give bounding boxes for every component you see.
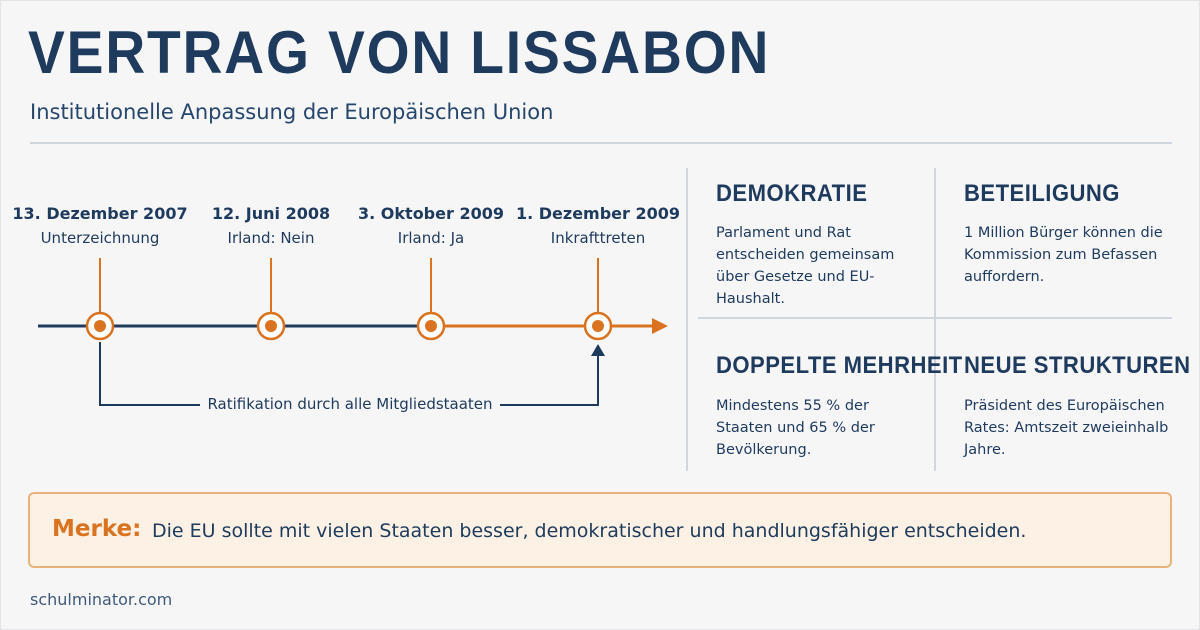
timeline-arrowhead (652, 318, 668, 334)
card-title-doppelte-mehrheit: DOPPELTE MEHRHEIT (716, 352, 963, 379)
event-date: 1. Dezember 2009 (515, 204, 681, 223)
event-label: Irland: Nein (227, 229, 315, 247)
ratification-arrowhead (591, 344, 605, 356)
grid-divider-left (686, 168, 688, 471)
event-label: Irland: Ja (397, 229, 465, 247)
event-marker (418, 313, 444, 339)
card-text-doppelte-mehrheit: Mindestens 55 % der Staaten und 65 % der Bevölkerung. (716, 398, 875, 458)
merke-note-box (28, 492, 1172, 568)
event-date: 12. Juni 2008 (211, 204, 331, 223)
event-label: Unterzeichnung (40, 229, 160, 247)
grid-divider-middle (934, 168, 936, 471)
ratification-label: Ratifikation durch alle Mitgliedstaaten (200, 395, 500, 413)
grid-divider-horizontal (698, 317, 1172, 319)
event-label: Inkrafttreten (550, 229, 646, 247)
card-text-neue-strukturen: Präsident des Europäischen Rates: Amtszeit zweieinhalb Jahre. (964, 398, 1169, 458)
card-title-demokratie: DEMOKRATIE (716, 180, 868, 207)
event-date: 3. Oktober 2009 (358, 204, 504, 223)
card-text-beteiligung: 1 Million Bürger können die Kommission zum Befassen auffordern. (964, 225, 1163, 285)
page-subtitle: Institutionelle Anpassung der Europäischen Union (30, 100, 554, 124)
footer-source: schulminator.com (30, 590, 173, 609)
card-title-beteiligung: BETEILIGUNG (964, 180, 1120, 207)
event-date: 13. Dezember 2007 (12, 204, 188, 223)
page-title: VERTRAG VON LISSABON (28, 19, 771, 86)
event-marker (87, 313, 113, 339)
card-text-demokratie: Parlament und Rat entscheiden gemeinsam über Gesetze und EU-Haushalt. (716, 225, 895, 307)
event-marker (258, 313, 284, 339)
merke-label: Merke: (52, 516, 142, 542)
merke-text: Die EU sollte mit vielen Staaten besser, demokratischer und handlungsfähiger entscheiden. (152, 520, 1027, 542)
event-marker (585, 313, 611, 339)
card-title-neue-strukturen: NEUE STRUKTUREN (964, 352, 1191, 379)
